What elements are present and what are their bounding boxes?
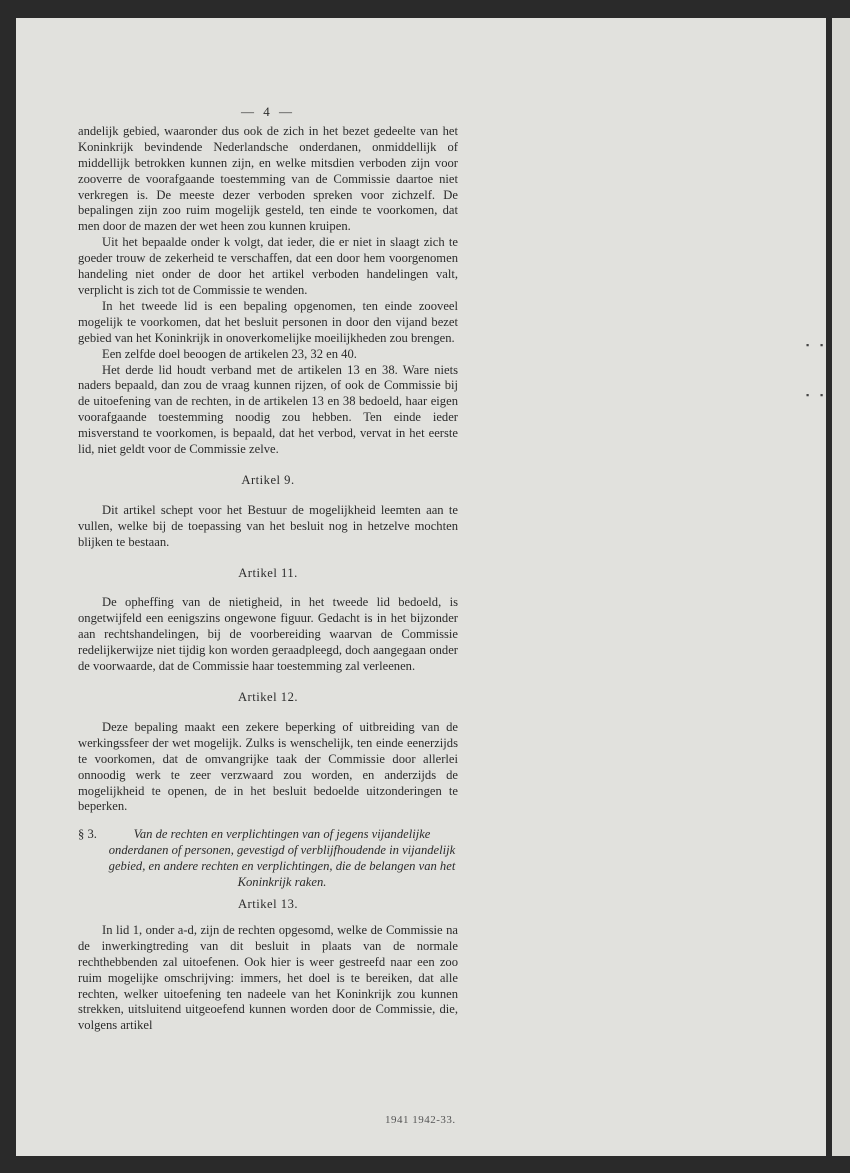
paragraph: In het tweede lid is een bepaling opgenomen, ten einde zooveel mogelijk te voorkomen, dat het besluit personen in door den vijand bezet gebied van het Koninkrijk in onoverkomelijke moeilijkheden zou brengen. <box>78 298 458 345</box>
page-number: — 4 — <box>241 104 295 119</box>
paragraph: Deze bepaling maakt een zekere beperking of uitbreiding van de werkingssfeer der wet mogelijk. Zulks is wenschelijk, ten einde eenerzijds te voorkomen, dat de omvangrijke taak der Commissie door allerlei onnoodig werk te zeer verzwaard zou worden, en anderzijds de mogelijkheid te openen, de in het besluit bedoelde uitzonderingen te beperken. <box>78 719 458 814</box>
paragraph: Het derde lid houdt verband met de artikelen 13 en 38. Ware niets naders bepaald, dan zou de vraag kunnen rijzen, of ook de Commissie bij de uitoefening van de rechten, in de artikelen 13 en 38 bedoeld, haar eigen voorafgaande toestemming noodig zou hebben. Ten einde ieder misverstand te voorkomen, is bepaald, dat het verbod, vervat in het eerste lid, niet geldt voor de Commissie zelve. <box>78 362 458 457</box>
punch-mark: ▪ <box>820 390 824 400</box>
section-mark: § 3. <box>78 827 97 842</box>
punch-mark: ▪ <box>806 340 810 350</box>
punch-mark: ▪ <box>820 340 824 350</box>
article-heading: Artikel 11. <box>238 565 298 580</box>
footer-reference: 1941 1942-33. <box>385 1114 456 1126</box>
article-heading: Artikel 9. <box>241 472 295 487</box>
section-title: Van de rechten en verplichtingen van of jegens vijandelijke onderdanen of personen, gevestigd of verblijfhoudende in vijandelijk gebied, en andere rechten en verplichtingen, die de belangen van het Koninkrijk raken. <box>108 827 456 890</box>
paragraph: Dit artikel schept voor het Bestuur de mogelijkheid leemten aan te vullen, welke bij de toepassing van het besluit nog in hetzelve mochten blijken te bestaan. <box>78 502 458 549</box>
next-page-edge <box>832 18 850 1156</box>
punch-mark: ▪ <box>806 390 810 400</box>
paragraph: De opheffing van de nietigheid, in het tweede lid bedoeld, is ongetwijfeld een eenigszins ongewone figuur. Gedacht is in het bijzonder aan rechtshandelingen, bij de voorbereiding waarvan de Commissie redelijkerwijze niet tijdig kon worden geraadpleegd, doch aangegaan onder de voorwaarde, dat de Commissie haar toestemming zal verleenen. <box>78 595 458 674</box>
article-heading: Artikel 13. <box>237 896 299 911</box>
article-heading: Artikel 12. <box>237 690 299 704</box>
section-heading <box>78 827 458 891</box>
text-column <box>78 104 458 1034</box>
paragraph: andelijk gebied, waaronder dus ook de zich in het bezet gedeelte van het Koninkrijk bevindende Nederlandsche onderdanen, onmiddellijk of middellijk betrokken kunnen zijn, en welke mitsdien verboden zijn voor zooverre de voorafgaande toestemming van de Commissie daartoe niet verkregen is. De meeste dezer verboden spreken voor zichzelf. De bepalingen zijn zoo ruim mogelijk gesteld, ten einde te voorkomen, dat men door de mazen der wet heen zou kunnen kruipen. <box>78 123 458 234</box>
paragraph: Uit het bepaalde onder k volgt, dat ieder, die er niet in slaagt zich te goeder trouw de zekerheid te verschaffen, dat een door hem voorgenomen handeling niet onder de door het artikel verboden handelingen valt, verplicht is zich tot de Commissie te wenden. <box>78 235 458 297</box>
paragraph: Een zelfde doel beoogen de artikelen 23, 32 en 40. <box>102 346 357 361</box>
paragraph: In lid 1, onder a-d, zijn de rechten opgesomd, welke de Commissie na de inwerkingtreding van dit besluit in plaats van de normale rechthebbenden zal uitoefenen. Ook hier is weer gestreefd naar een zoo ruim mogelijke omschrijving: immers, het doel is te bereiken, dat alle rechten, welker uitoefening ten nadeele van het Koninkrijk zou kunnen strekken, uitsluitend uitgeoefend kunnen worden door de Commissie, die, volgens artikel <box>78 922 458 1033</box>
